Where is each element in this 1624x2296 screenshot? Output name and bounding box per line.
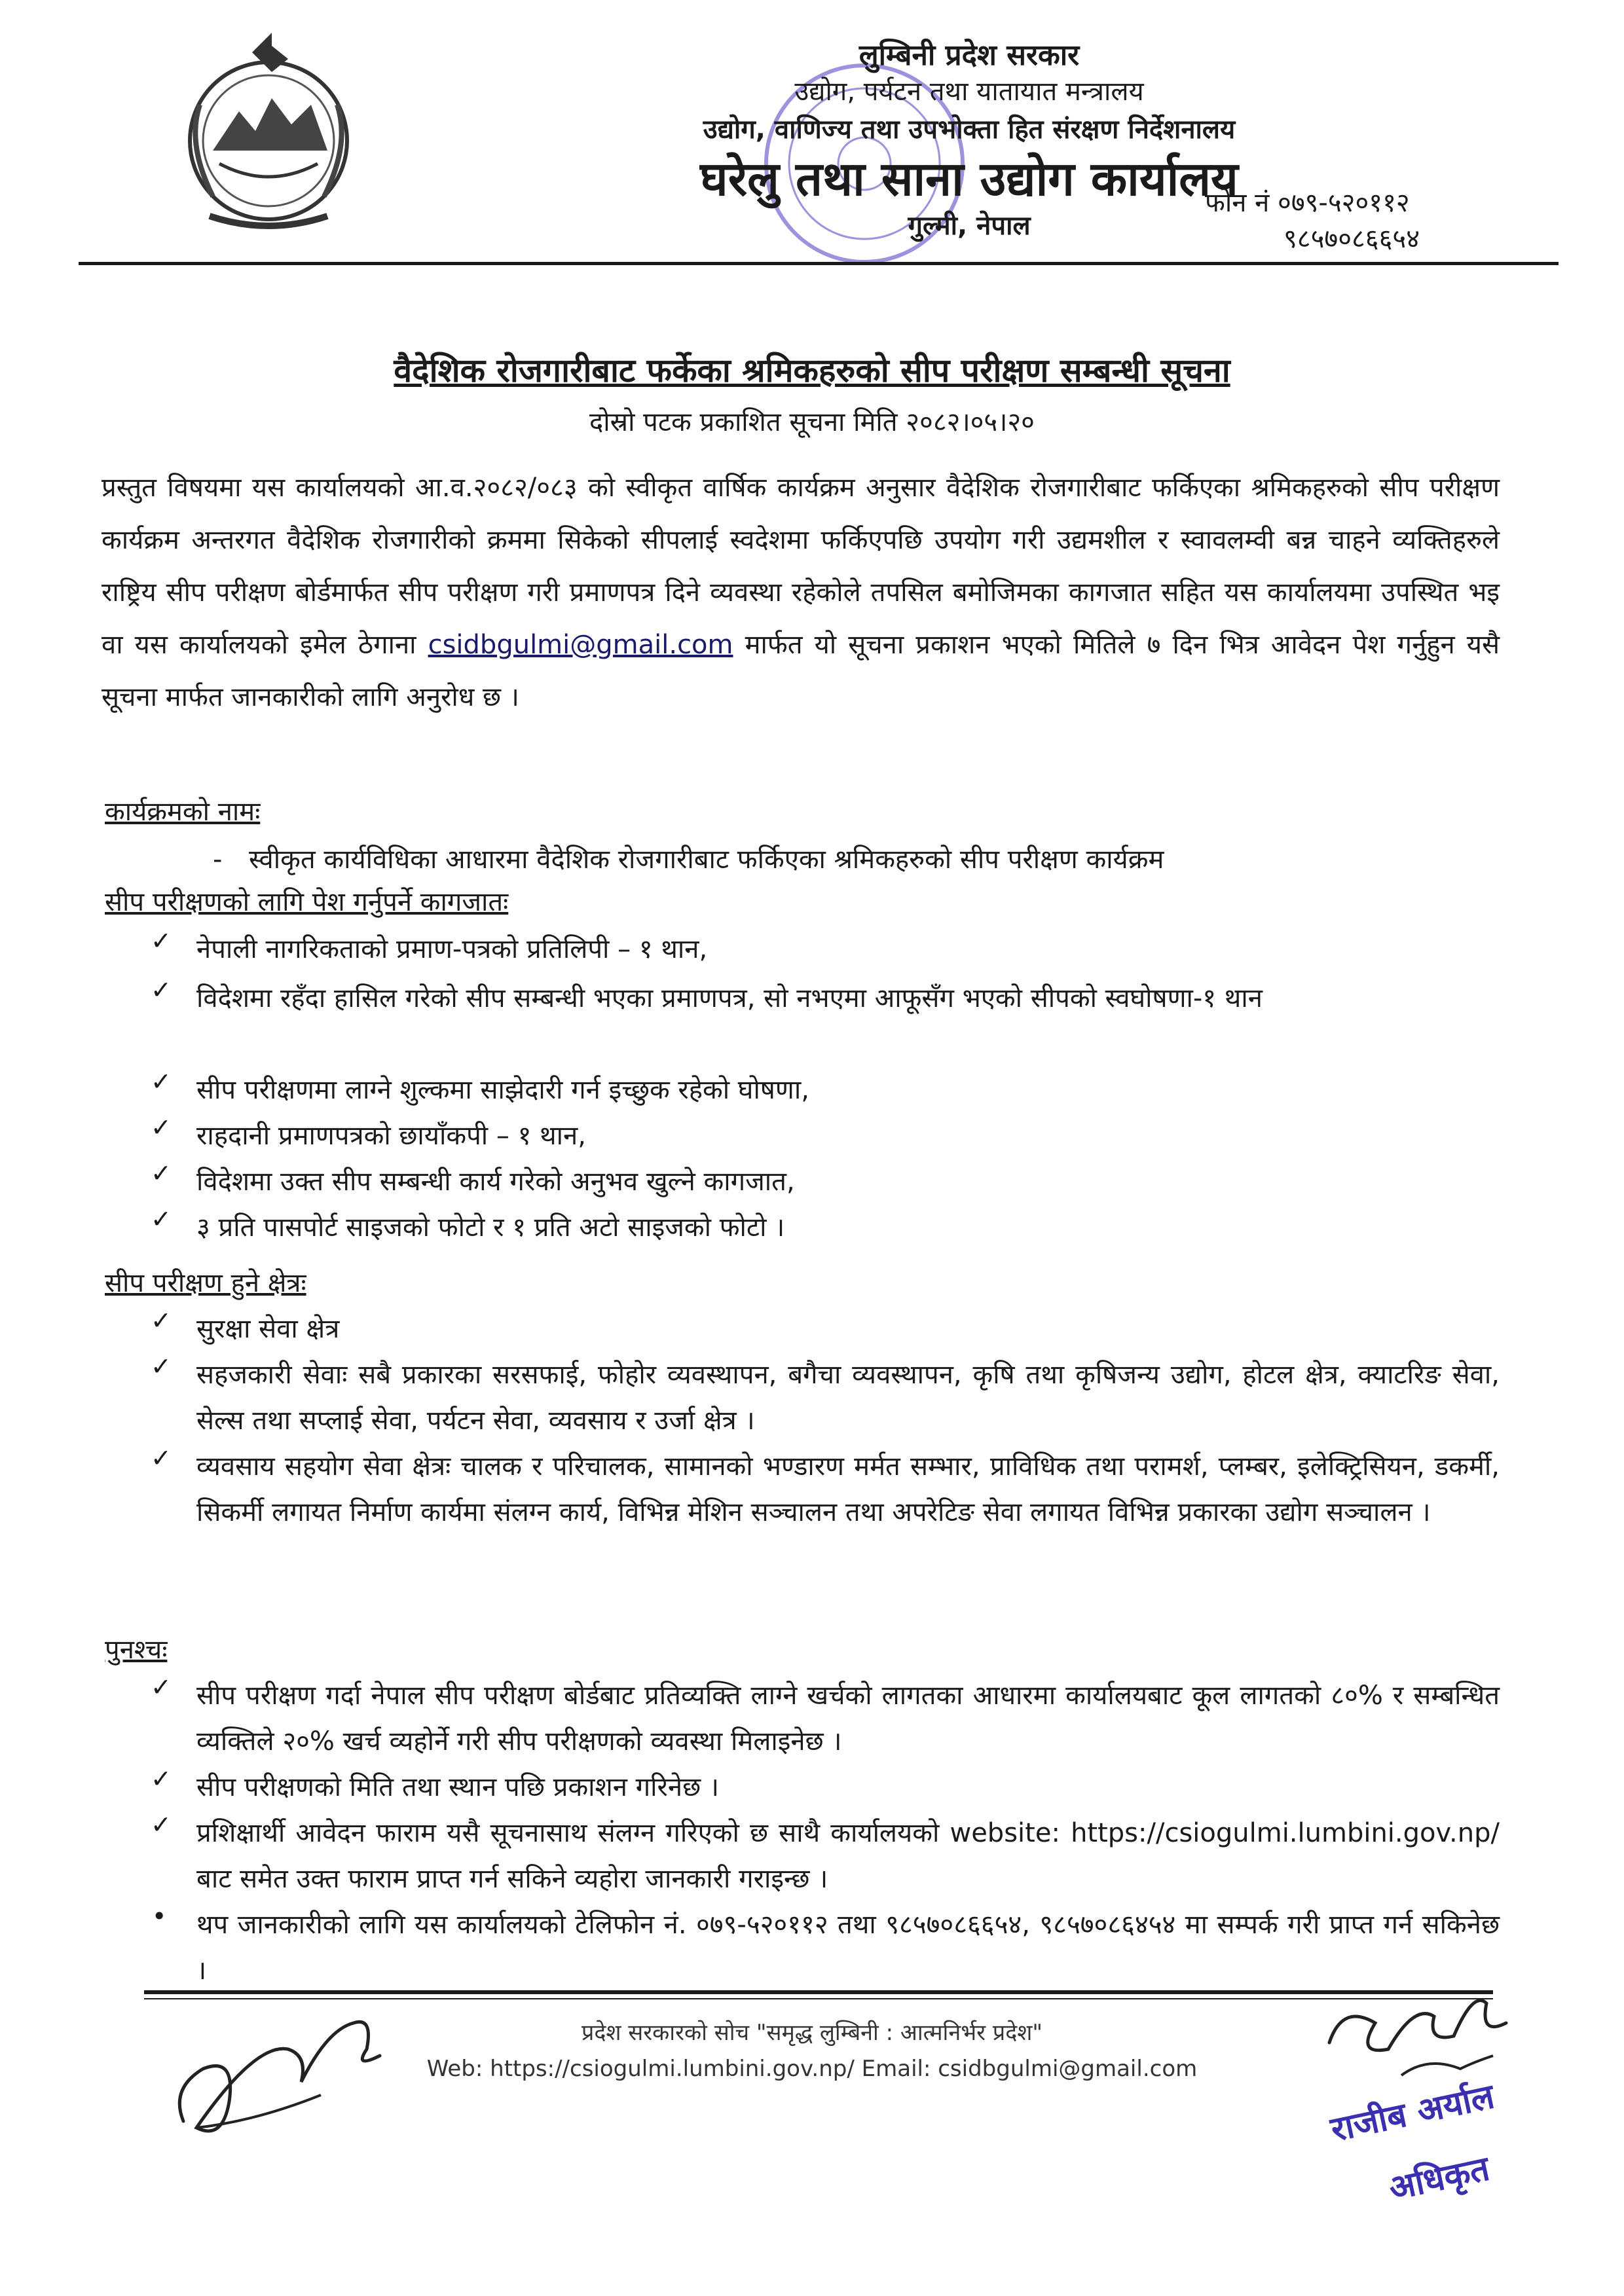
intro-text-before-email: प्रस्तुत विषयमा यस कार्यालयको आ.व.२०८२/०८३ को स्वीकृत वार्षिक कार्यक्रम अनुसार वैदेशिक रोजगारीबाट फर्किएका श्रमिकहरुको सीप परीक्षण कार्यक्रम अन्तरगत वैदेशिक रोजगारीको क्रममा सिकेको सीपलाई स्वदेशमा फर्किएपछि उपयोग गरी उद्यमशील र स्वावलम्वी बन्न चाहने व्यक्तिहरुले राष्ट्रिय सीप परीक्षण बोर्डमार्फत सीप परीक्षण गरी प्रमाणपत्र दिने व्यवस्था रहेकोले तपसिल बमोजिमका कागजात सहित यस कार्यालयमा उपस्थित भइ वा यस कार्यालयको इमेल ठेगाना [101, 473, 1500, 660]
note-mark-3: ✓ [151, 1810, 172, 1839]
document-mark-1: ✓ [151, 926, 172, 955]
sector-item-2: सहजकारी सेवाः सबै प्रकारका सरसफाई, फोहोर व्यवस्थापन, बगैचा व्यवस्थापन, कृषि तथा कृषिजन्य उद्योग, होटल क्षेत्र, क्याटरिङ सेवा, सेल्स तथा सप्लाई सेवा, पर्यटन सेवा, व्यवसाय र उर्जा क्षेत्र । [196, 1360, 1500, 1436]
header-phone-mobile: ९८५७०८६६५४ [1283, 224, 1420, 254]
document-item-2: विदेशमा रहँदा हासिल गरेको सीप सम्बन्धी भएका प्रमाणपत्र, सो नभएमा आफूसँग भएको सीपको स्वघोषणा-१ थान [196, 983, 1263, 1013]
document-mark-4: ✓ [151, 1113, 172, 1142]
note-item-2: सीप परीक्षणको मिति तथा स्थान पछि प्रकाशन गरिनेछ । [196, 1772, 719, 1802]
note-item-1: सीप परीक्षण गर्दा नेपाल सीप परीक्षण बोर्डबाट प्रतिव्यक्ति लाग्ने खर्चको लागतका आधारमा कार्यालयबाट कूल लागतको ८०% र सम्बन्धित व्यक्तिले २०% खर्च व्यहोर्ने गरी सीप परीक्षणको व्यवस्था मिलाइनेछ । [196, 1681, 1500, 1757]
document-item-3: सीप परीक्षणमा लाग्ने शुल्कमा साझेदारी गर्न इच्छुक रहेको घोषणा, [196, 1075, 809, 1105]
sector-item-1: सुरक्षा सेवा क्षेत्र [196, 1314, 340, 1344]
note-mark-2: ✓ [151, 1764, 172, 1793]
header-location: गुल्मी, नेपाल [908, 211, 1031, 241]
intro-paragraph [101, 462, 1500, 723]
document-mark-6: ✓ [151, 1205, 172, 1233]
document-item-6: ३ प्रति पासपोर्ट साइजको फोटो र १ प्रति अटो साइजको फोटो । [196, 1212, 785, 1243]
notice-subtitle: दोस्रो पटक प्रकाशित सूचना मिति २०८२।०५।२० [589, 407, 1035, 437]
document-item-1: नेपाली नागरिकताको प्रमाण-पत्रको प्रतिलिपी – १ थान, [196, 934, 708, 964]
sector-mark-3: ✓ [151, 1444, 172, 1472]
email-link[interactable]: csidbgulmi@gmail.com [428, 630, 733, 660]
program-name: स्वीकृत कार्यविधिका आधारमा वैदेशिक रोजगारीबाट फर्किएका श्रमिकहरुको सीप परीक्षण कार्यक्रम [249, 845, 1164, 875]
signatory-name-stamp: राजीब अर्याल [1327, 2077, 1498, 2150]
sector-item-3: व्यवसाय सहयोग सेवा क्षेत्रः चालक र परिचालक, सामानको भण्डारण मर्मत सम्भार, प्राविधिक तथा परामर्श, प्लम्बर, इलेक्ट्रिसियन, डकर्मी, सिकर्मी लगायत निर्माण कार्यमा संलग्न कार्य, विभिन्न मेशिन सञ्चालन तथा अपरेटिङ सेवा लगायत विभिन्न प्रकारका उद्योग सञ्चालन । [196, 1451, 1500, 1527]
handwritten-signature-left-icon [157, 1990, 406, 2154]
note-item-4: थप जानकारीको लागि यस कार्यालयको टेलिफोन नं. ०७९-५२०११२ तथा ९८५७०८६६५४, ९८५७०८६४५४ मा सम्पर्क गरी प्राप्त गर्न सकिनेछ । [196, 1910, 1500, 1986]
document-mark-5: ✓ [151, 1159, 172, 1188]
header-directorate: उद्योग, वाणिज्य तथा उपभोक्ता हित संरक्षण निर्देशनालय [703, 115, 1236, 145]
notice-title: वैदेशिक रोजगारीबाट फर्केका श्रमिकहरुको सीप परीक्षण सम्बन्धी सूचना [394, 352, 1230, 390]
note-mark-4: • [152, 1902, 167, 1931]
documents-heading: सीप परीक्षणको लागि पेश गर्नुपर्ने कागजातः [105, 887, 509, 917]
note-mark-1: ✓ [151, 1673, 172, 1702]
signatory-title-stamp: अधिकृत [1385, 2149, 1493, 2209]
note-item-3: प्रशिक्षार्थी आवेदन फाराम यसै सूचनासाथ संलग्न गरिएको छ साथै कार्यालयको website: https://csiogulmi.lumbini.gov.np/ बाट समेत उक्त फाराम प्राप्त गर्न सकिने व्यहोरा जानकारी गराइन्छ । [196, 1818, 1500, 1894]
header-ministry: उद्योग, पर्यटन तथा यातायात मन्त्रालय [794, 77, 1144, 107]
document-item-4: राहदानी प्रमाणपत्रको छायाँकपी – १ थान, [196, 1121, 586, 1151]
program-heading: कार्यक्रमको नामः [105, 797, 261, 827]
header-office-name: घरेलु तथा साना उद्योग कार्यालय [700, 151, 1238, 206]
intro-text-after-email: मार्फत यो सूचना प्रकाशन भएको मितिले ७ दिन भित्र आवेदन पेश गर्नुहुन यसै सूचना मार्फत जानकारीको लागि अनुरोध छ । [101, 630, 1500, 712]
sectors-heading: सीप परीक्षण हुने क्षेत्रः [105, 1268, 306, 1298]
header-phone: फोन नं ०७९-५२०११२ [1205, 188, 1410, 218]
footer-motto: प्रदेश सरकारको सोच "समृद्ध लुम्बिनी : आत्मनिर्भर प्रदेश" [581, 2020, 1043, 2046]
document-mark-3: ✓ [151, 1067, 172, 1096]
document-item-5: विदेशमा उक्त सीप सम्बन्धी कार्य गरेको अनुभव खुल्ने कागजात, [196, 1167, 795, 1197]
sector-mark-2: ✓ [151, 1352, 172, 1381]
notes-heading: पुनश्चः [105, 1635, 168, 1665]
document-mark-2: ✓ [151, 975, 172, 1004]
header-province: लुम्बिनी प्रदेश सरकार [858, 39, 1080, 72]
header-divider [79, 262, 1559, 265]
program-dash: - [213, 845, 223, 875]
footer-web-email: Web: https://csiogulmi.lumbini.gov.np/ Email: csidbgulmi@gmail.com [426, 2056, 1198, 2082]
sector-mark-1: ✓ [151, 1306, 172, 1335]
